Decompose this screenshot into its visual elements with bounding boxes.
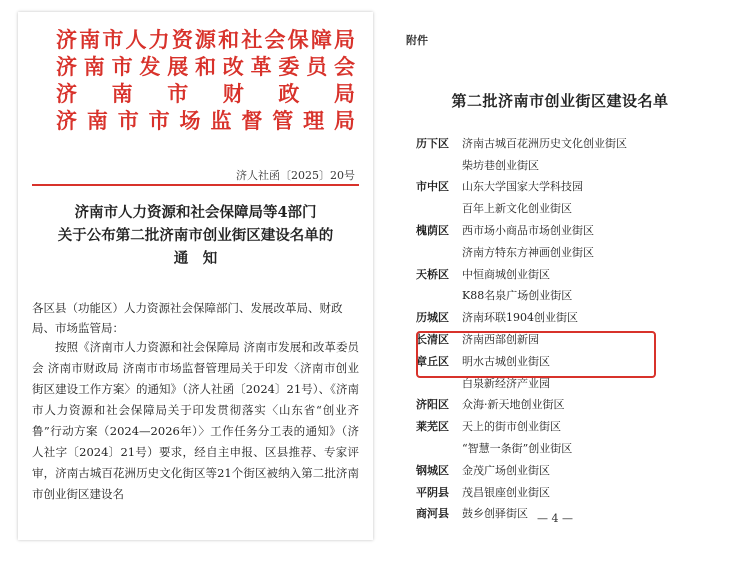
block-name: 西市场小商品市场创业街区: [462, 224, 594, 238]
district-name: 槐荫区: [416, 224, 449, 238]
district-name: 济阳区: [416, 398, 449, 412]
district-name: 市中区: [416, 180, 449, 194]
block-name: 百年上新文化创业街区: [462, 202, 572, 216]
list-row: [416, 285, 706, 307]
body-paragraph: 按照《济南市人力资源和社会保障局 济南市发展和改革委员会 济南市财政局 济南市市场监督管理局关于印发〈济南市创业街区建设工作方案〉的通知》（济人社函〔2024〕21号）、《济南市人力资源和社会保障局关于印发贯彻落实〈山东省“创业齐鲁”行动方案（2024—2026年）〉工作任务分工表的通知》（济人社字〔2024〕21号）要求，经自主申报、区县推荐、专家评审，济南古城百花洲历史文化街区等21个街区被纳入第二批济南市创业街区建设名: [32, 340, 359, 501]
title-line: 通 知: [173, 250, 218, 267]
title-line: 关于公布第二批济南市创业街区建设名单的: [57, 227, 334, 244]
list-row: [416, 459, 706, 481]
district-list: [416, 132, 706, 524]
agency-name: 济南市市场监督管理局: [56, 108, 356, 133]
list-title: 第二批济南市创业街区建设名单: [451, 92, 669, 110]
list-row: [416, 481, 706, 503]
list-row: [416, 197, 706, 219]
block-name: 济南西部创新园: [462, 333, 539, 347]
district-name: 历下区: [416, 136, 449, 150]
list-row: [416, 415, 706, 437]
list-row: [416, 154, 706, 176]
list-row: [416, 176, 706, 198]
right-attachment-page: [396, 12, 714, 540]
left-document-page: [18, 12, 373, 540]
block-name: 天上的街市创业街区: [462, 420, 561, 434]
highlight-box: [416, 331, 656, 378]
block-name: 金茂广场创业街区: [462, 463, 550, 477]
block-name: 众海·新天地创业街区: [462, 398, 565, 412]
block-name: 济南环联1904创业街区: [462, 311, 578, 325]
block-name: 山东大学国家大学科技园: [462, 180, 583, 194]
title-line: 济南市人力资源和社会保障局等4部门: [74, 204, 317, 221]
list-row: [416, 241, 706, 263]
list-row: [416, 306, 706, 328]
district-name: 章丘区: [416, 354, 449, 368]
block-name: 明水古城创业街区: [462, 354, 550, 368]
district-name: 商河县: [416, 507, 449, 521]
list-row: [416, 437, 706, 459]
district-name: 平阴县: [416, 485, 449, 499]
agency-name: 济南市人力资源和社会保障局: [56, 27, 356, 52]
document-number: 济人社函〔2025〕20号: [236, 169, 355, 182]
addressee-text: 各区县（功能区）人力资源社会保障部门、发展改革局、财政局、市场监管局：: [32, 301, 343, 335]
attachment-label: 附件: [406, 34, 428, 47]
notice-title: [32, 201, 359, 270]
list-row: [416, 132, 706, 154]
district-name: 莱芜区: [416, 420, 449, 434]
block-name: 茂昌银座创业街区: [462, 485, 550, 499]
block-name: 济南方特东方神画创业街区: [462, 245, 594, 259]
issuing-agencies-header: [56, 26, 356, 134]
page-number: — 4 —: [537, 512, 573, 525]
block-name: 柴坊巷创业街区: [462, 158, 539, 172]
district-name: 天桥区: [416, 267, 449, 281]
district-name: 钢城区: [416, 463, 449, 477]
district-name: 历城区: [416, 311, 449, 325]
block-name: “智慧一条街”创业街区: [462, 442, 573, 456]
list-row: [416, 394, 706, 416]
agency-name: 济南市发展和改革委员会: [56, 54, 356, 79]
agency-name: 济南市财政局: [56, 81, 356, 106]
block-name: 济南古城百花洲历史文化创业街区: [462, 136, 627, 150]
red-divider-line: [32, 184, 359, 186]
block-name: 中恒商城创业街区: [462, 267, 550, 281]
list-row: [416, 263, 706, 285]
block-name: 白泉新经济产业园: [462, 376, 550, 390]
block-name: K88名泉广场创业街区: [462, 289, 573, 303]
district-name: 长清区: [416, 333, 449, 347]
block-name: 鼓乡创驿街区: [462, 507, 528, 521]
list-row: [416, 219, 706, 241]
